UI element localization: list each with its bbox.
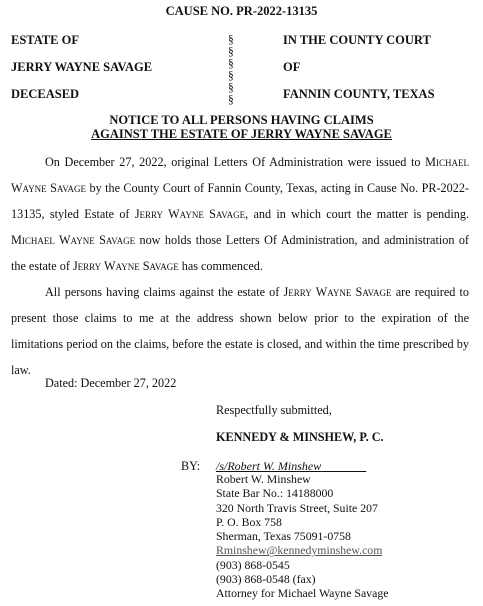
paragraph-letters-issued: On December 27, 2022, original Letters Of Administration were issued to Michael Wayne Savage by the County Court of Fannin County, Texas, acting in Cause No. PR-2022-13135, styled Estate of Jerry Wayne Savage, and in which court the matter is pending. Michael Wayne Savage now holds those Letters Of Administration, and administration of the estate of Jerry Wayne Savage has commenced. xyxy=(11,155,469,273)
section-symbol: § xyxy=(228,70,234,82)
caption-county: FANNIN COUNTY, TEXAS xyxy=(283,87,435,101)
paragraph-claims: All persons having claims against the estate of Jerry Wayne Savage are required to present those claims to me at the address shown below prior to the expiration of the limitations period on the claims, before the estate is closed, and within the time prescribed by law. xyxy=(11,285,469,377)
caption-of: OF xyxy=(283,60,301,74)
attorney-info xyxy=(216,472,388,601)
respectfully-submitted: Respectfully submitted, xyxy=(216,403,332,417)
section-symbol: § xyxy=(228,94,234,106)
section-symbol: § xyxy=(228,58,234,70)
email-link[interactable]: Rminshew@kennedyminshew.com xyxy=(216,543,383,558)
section-symbol: § xyxy=(228,34,234,46)
notice-body xyxy=(11,149,469,383)
section-symbol: § xyxy=(228,82,234,94)
electronic-signature: /s/Robert W. Minshew xyxy=(216,459,322,473)
attorney-name: Robert W. Minshew xyxy=(216,472,311,486)
section-symbol: § xyxy=(228,46,234,58)
fax-number: (903) 868-0548 (fax) xyxy=(216,572,316,587)
state-bar-number: State Bar No.: 14188000 xyxy=(216,486,334,501)
notice-title-line2: AGAINST THE ESTATE OF JERRY WAYNE SAVAGE xyxy=(91,127,392,141)
notice-title-line1: NOTICE TO ALL PERSONS HAVING CLAIMS xyxy=(109,113,374,127)
po-box: P. O. Box 758 xyxy=(216,514,282,529)
law-firm-name: KENNEDY & MINSHEW, P. C. xyxy=(216,430,384,444)
street-address: 320 North Travis Street, Suite 207 xyxy=(216,500,378,515)
caption-estate-of: ESTATE OF xyxy=(11,33,79,47)
phone-number: (903) 868-0545 xyxy=(216,557,290,572)
city-state-zip: Sherman, Texas 75091-0758 xyxy=(216,529,351,544)
dated-line: Dated: December 27, 2022 xyxy=(45,376,177,390)
caption-decedent-name: JERRY WAYNE SAVAGE xyxy=(11,60,153,74)
cause-number: CAUSE NO. PR-2022-13135 xyxy=(165,4,318,18)
attorney-role: Attorney for Michael Wayne Savage xyxy=(216,586,389,601)
caption-deceased: DECEASED xyxy=(11,87,80,101)
caption-court: IN THE COUNTY COURT xyxy=(283,33,431,47)
by-label: BY: xyxy=(181,459,201,473)
